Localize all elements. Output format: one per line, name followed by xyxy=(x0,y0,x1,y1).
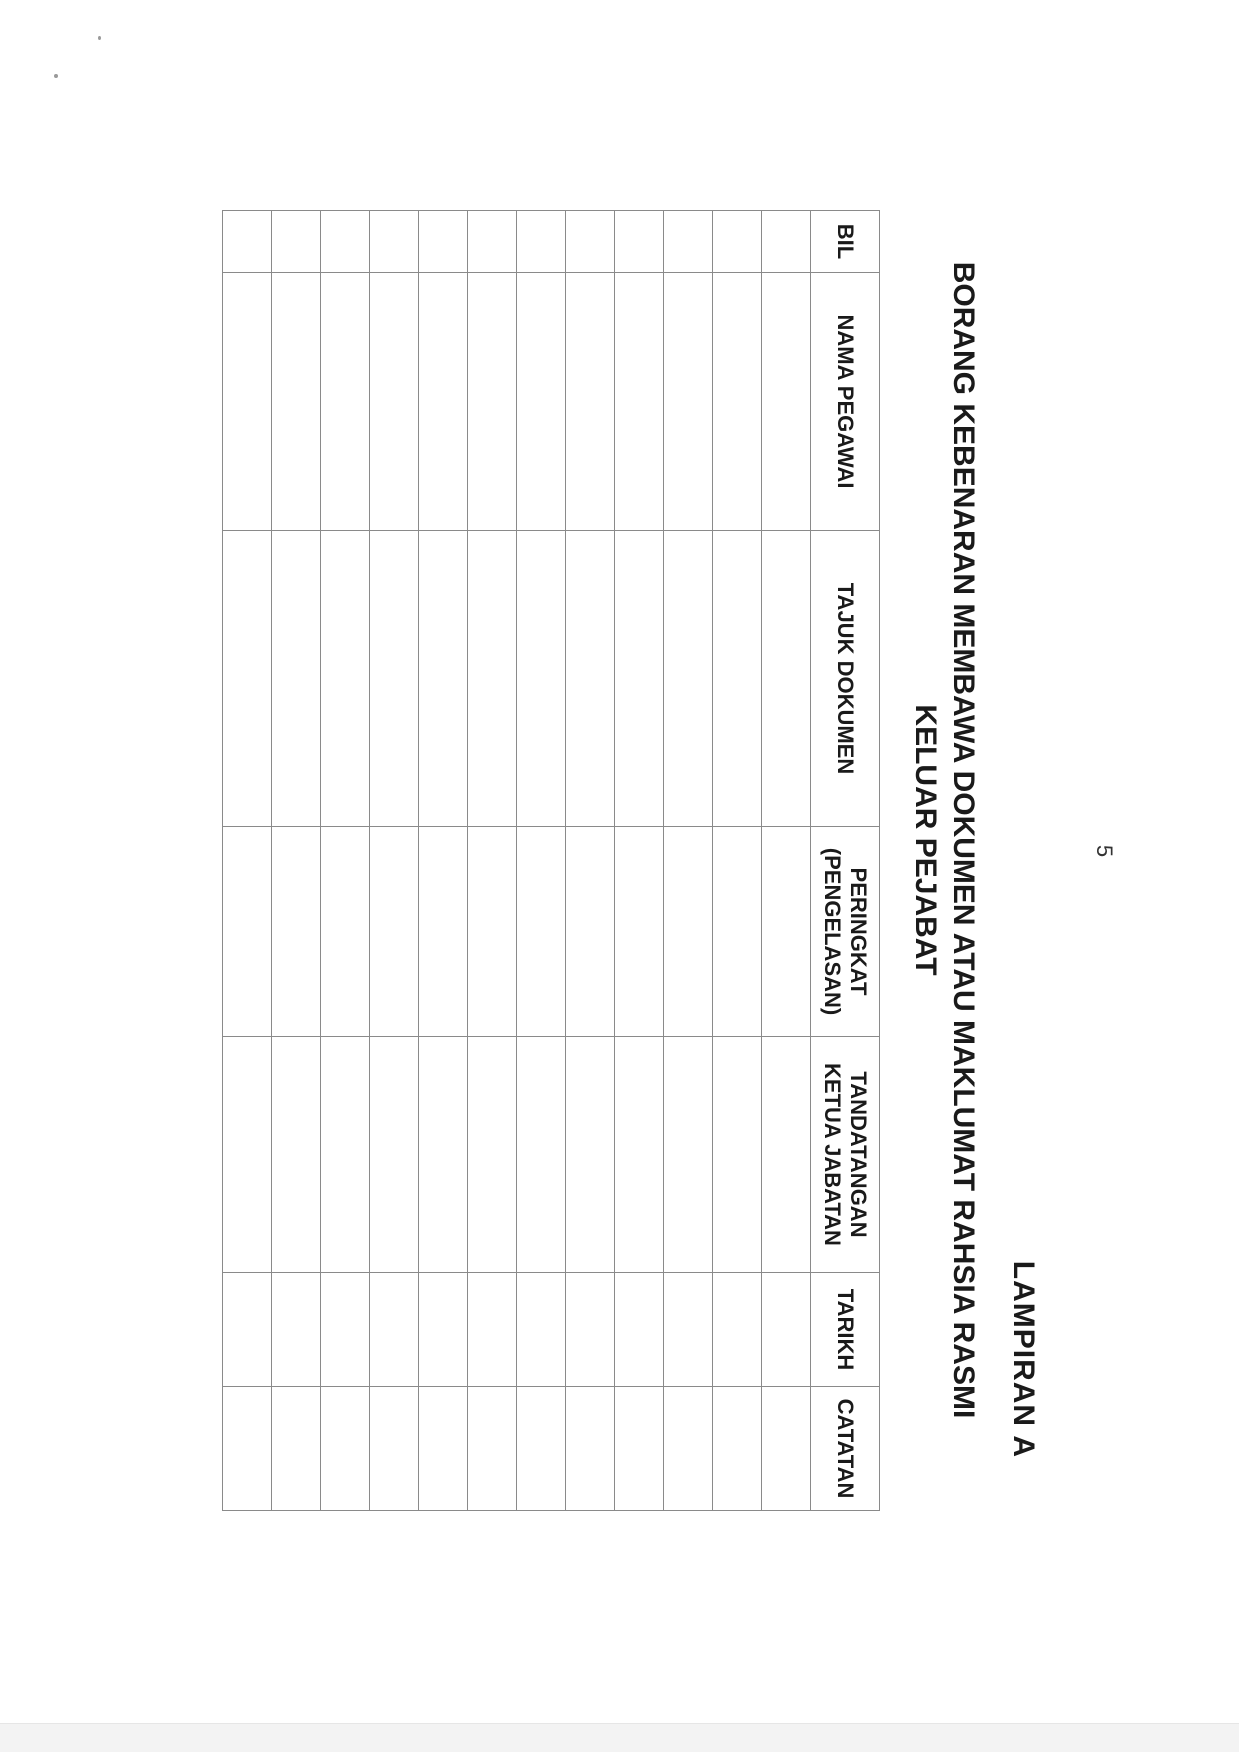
cell-tandatangan[interactable] xyxy=(664,1037,713,1273)
cell-nama-pegawai[interactable] xyxy=(566,273,615,531)
cell-tajuk-dokumen[interactable] xyxy=(468,531,517,827)
cell-catatan[interactable] xyxy=(272,1387,321,1511)
cell-catatan[interactable] xyxy=(664,1387,713,1511)
cell-nama-pegawai[interactable] xyxy=(517,273,566,531)
table-row xyxy=(468,211,517,1511)
cell-tajuk-dokumen[interactable] xyxy=(615,531,664,827)
cell-tandatangan[interactable] xyxy=(419,1037,468,1273)
cell-nama-pegawai[interactable] xyxy=(370,273,419,531)
header-tandatangan-line1: TANDATANGAN xyxy=(846,1071,871,1238)
cell-peringkat[interactable] xyxy=(517,827,566,1037)
cell-tarikh[interactable] xyxy=(664,1273,713,1387)
header-tarikh: TARIKH xyxy=(811,1273,880,1387)
cell-peringkat[interactable] xyxy=(223,827,272,1037)
cell-peringkat[interactable] xyxy=(615,827,664,1037)
scan-speck xyxy=(54,74,58,78)
cell-peringkat[interactable] xyxy=(762,827,811,1037)
header-peringkat-line2: (PENGELASAN) xyxy=(820,847,845,1016)
cell-catatan[interactable] xyxy=(370,1387,419,1511)
cell-peringkat[interactable] xyxy=(664,827,713,1037)
cell-tandatangan[interactable] xyxy=(321,1037,370,1273)
cell-tajuk-dokumen[interactable] xyxy=(321,531,370,827)
cell-nama-pegawai[interactable] xyxy=(468,273,517,531)
table-row xyxy=(272,211,321,1511)
cell-catatan[interactable] xyxy=(713,1387,762,1511)
cell-tarikh[interactable] xyxy=(370,1273,419,1387)
cell-peringkat[interactable] xyxy=(321,827,370,1037)
cell-catatan[interactable] xyxy=(321,1387,370,1511)
cell-peringkat[interactable] xyxy=(272,827,321,1037)
cell-tandatangan[interactable] xyxy=(762,1037,811,1273)
cell-tajuk-dokumen[interactable] xyxy=(272,531,321,827)
table-row xyxy=(615,211,664,1511)
cell-bil[interactable] xyxy=(517,211,566,273)
cell-peringkat[interactable] xyxy=(419,827,468,1037)
cell-nama-pegawai[interactable] xyxy=(419,273,468,531)
table-row xyxy=(370,211,419,1511)
table-body xyxy=(223,211,811,1511)
cell-peringkat[interactable] xyxy=(566,827,615,1037)
cell-bil[interactable] xyxy=(223,211,272,273)
header-bil: BIL xyxy=(811,211,880,273)
cell-peringkat[interactable] xyxy=(468,827,517,1037)
cell-tarikh[interactable] xyxy=(517,1273,566,1387)
cell-tandatangan[interactable] xyxy=(468,1037,517,1273)
cell-tandatangan[interactable] xyxy=(615,1037,664,1273)
cell-tandatangan[interactable] xyxy=(272,1037,321,1273)
page-number: 5 xyxy=(1092,844,1118,858)
form-title-line2: KELUAR PEJABAT xyxy=(909,704,942,976)
cell-tandatangan[interactable] xyxy=(223,1037,272,1273)
scan-page-edge xyxy=(0,1723,1239,1752)
header-peringkat-line1: PERINGKAT xyxy=(846,867,871,996)
cell-tajuk-dokumen[interactable] xyxy=(419,531,468,827)
cell-tajuk-dokumen[interactable] xyxy=(664,531,713,827)
cell-tarikh[interactable] xyxy=(566,1273,615,1387)
cell-tajuk-dokumen[interactable] xyxy=(517,531,566,827)
cell-peringkat[interactable] xyxy=(370,827,419,1037)
header-tandatangan-line2: KETUA JABATAN xyxy=(820,1063,845,1246)
header-peringkat xyxy=(811,827,880,1037)
cell-nama-pegawai[interactable] xyxy=(321,273,370,531)
cell-bil[interactable] xyxy=(321,211,370,273)
cell-tarikh[interactable] xyxy=(762,1273,811,1387)
cell-tarikh[interactable] xyxy=(223,1273,272,1387)
cell-catatan[interactable] xyxy=(468,1387,517,1511)
header-tajuk-dokumen: TAJUK DOKUMEN xyxy=(811,531,880,827)
cell-catatan[interactable] xyxy=(615,1387,664,1511)
table-header-row xyxy=(811,211,880,1511)
cell-nama-pegawai[interactable] xyxy=(713,273,762,531)
header-nama-pegawai: NAMA PEGAWAI xyxy=(811,273,880,531)
form-sheet xyxy=(180,170,1060,1530)
cell-bil[interactable] xyxy=(762,211,811,273)
cell-catatan[interactable] xyxy=(517,1387,566,1511)
cell-bil[interactable] xyxy=(419,211,468,273)
cell-tarikh[interactable] xyxy=(468,1273,517,1387)
cell-catatan[interactable] xyxy=(419,1387,468,1511)
cell-bil[interactable] xyxy=(272,211,321,273)
cell-tandatangan[interactable] xyxy=(566,1037,615,1273)
appendix-label: LAMPIRAN A xyxy=(1007,1260,1040,1458)
cell-tajuk-dokumen[interactable] xyxy=(762,531,811,827)
cell-tajuk-dokumen[interactable] xyxy=(713,531,762,827)
cell-tarikh[interactable] xyxy=(713,1273,762,1387)
table-row xyxy=(762,211,811,1511)
cell-nama-pegawai[interactable] xyxy=(272,273,321,531)
table-row xyxy=(713,211,762,1511)
cell-bil[interactable] xyxy=(664,211,713,273)
cell-bil[interactable] xyxy=(370,211,419,273)
cell-tarikh[interactable] xyxy=(615,1273,664,1387)
table-row xyxy=(419,211,468,1511)
permission-form-table xyxy=(222,210,880,1511)
cell-tajuk-dokumen[interactable] xyxy=(370,531,419,827)
cell-bil[interactable] xyxy=(566,211,615,273)
cell-nama-pegawai[interactable] xyxy=(762,273,811,531)
table-row xyxy=(321,211,370,1511)
header-catatan: CATATAN xyxy=(811,1387,880,1511)
form-title xyxy=(906,170,982,1510)
cell-tajuk-dokumen[interactable] xyxy=(223,531,272,827)
cell-bil[interactable] xyxy=(713,211,762,273)
cell-peringkat[interactable] xyxy=(713,827,762,1037)
cell-tarikh[interactable] xyxy=(272,1273,321,1387)
cell-tajuk-dokumen[interactable] xyxy=(566,531,615,827)
cell-tandatangan[interactable] xyxy=(370,1037,419,1273)
table-row xyxy=(566,211,615,1511)
cell-tarikh[interactable] xyxy=(419,1273,468,1387)
table-row xyxy=(223,211,272,1511)
table-row xyxy=(664,211,713,1511)
cell-bil[interactable] xyxy=(615,211,664,273)
scan-speck xyxy=(98,36,101,40)
cell-catatan[interactable] xyxy=(762,1387,811,1511)
cell-tandatangan[interactable] xyxy=(517,1037,566,1273)
cell-bil[interactable] xyxy=(468,211,517,273)
cell-nama-pegawai[interactable] xyxy=(664,273,713,531)
cell-catatan[interactable] xyxy=(566,1387,615,1511)
table-row xyxy=(517,211,566,1511)
cell-nama-pegawai[interactable] xyxy=(223,273,272,531)
form-title-line1: BORANG KEBENARAN MEMBAWA DOKUMEN ATAU MAKLUMAT RAHSIA RASMI xyxy=(947,261,980,1419)
cell-tandatangan[interactable] xyxy=(713,1037,762,1273)
cell-tarikh[interactable] xyxy=(321,1273,370,1387)
cell-nama-pegawai[interactable] xyxy=(615,273,664,531)
cell-catatan[interactable] xyxy=(223,1387,272,1511)
header-tandatangan xyxy=(811,1037,880,1273)
